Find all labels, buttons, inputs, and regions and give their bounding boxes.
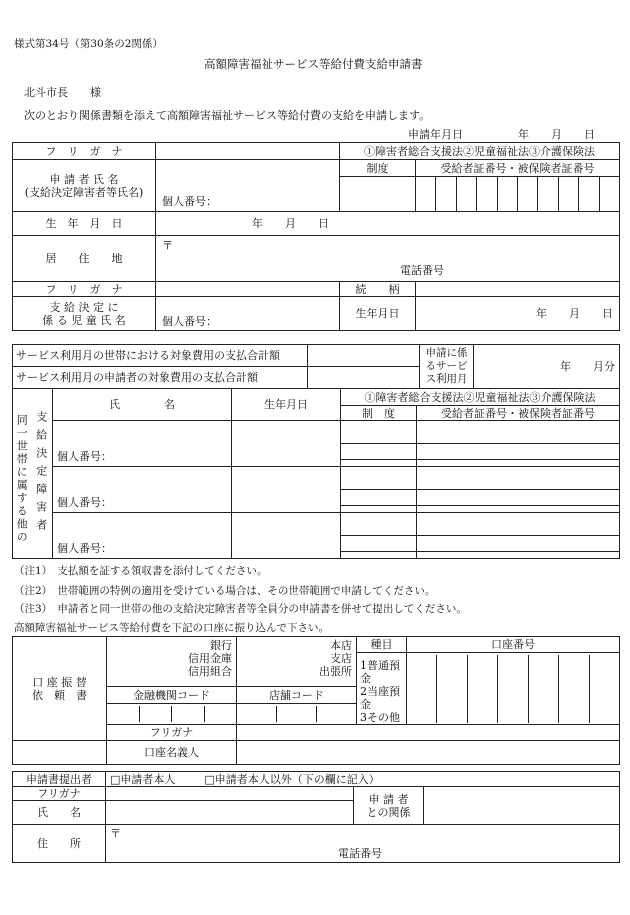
service-month-value: 年 月分	[560, 360, 615, 373]
household-name-header: 氏 名	[53, 389, 232, 421]
holder-furigana-label: フリガナ	[107, 725, 237, 741]
household-law-header: ①障害者総合支援法②児童福祉法③介護保険法	[341, 389, 620, 406]
applicant-cert-label: 受給者証番号・被保険者証番号	[416, 160, 620, 177]
branch-code-label: 店舗コード	[237, 687, 357, 704]
branch-type-2: 支店	[330, 652, 352, 665]
submitter-label: 申請書提出者	[13, 772, 106, 787]
applicant-name-sublabel: (支給決定障害者等氏名)	[24, 185, 144, 199]
member-1-seido-field[interactable]	[341, 421, 417, 467]
applicant-seido-field[interactable]	[340, 177, 416, 212]
child-relation-label: 続 柄	[340, 282, 416, 297]
service-month-label-1: 申請に係	[425, 347, 468, 359]
submitter-relation-field[interactable]	[424, 787, 620, 825]
applicant-dob-value: 年 月 日	[252, 217, 329, 230]
applicant-address-field[interactable]	[156, 236, 620, 282]
note-3: （注3） 申請者と同一世帯の他の支給決定障害者等全員分の申請書を併せて提出してください。	[14, 603, 467, 615]
member-3-dob-field[interactable]	[232, 513, 341, 559]
child-name-field[interactable]	[156, 297, 340, 331]
member-2-kojin-label: 個人番号：	[57, 496, 112, 509]
service-month-label-3: ス利用月	[425, 373, 468, 385]
household-side-label-2: 支給決定障害者	[34, 411, 48, 537]
submitter-self-checkbox[interactable]: □申請者本人	[110, 772, 176, 786]
bank-type-3: 信用組合	[188, 665, 232, 678]
holder-furigana-field[interactable]	[237, 725, 620, 741]
submitter-furigana-field[interactable]	[106, 787, 354, 801]
submitter-address-field[interactable]	[106, 825, 620, 863]
applicant-name-label: 申 請 者 氏 名	[49, 172, 119, 186]
applicant-total-field[interactable]	[308, 367, 420, 389]
member-3-name-field[interactable]	[53, 513, 232, 559]
household-cert-header: 受給者証番号・被保険者証番号	[417, 406, 620, 421]
submitter-other-checkbox[interactable]: □申請者本人以外（下の欄に記入）	[204, 772, 380, 786]
member-2-dob-field[interactable]	[232, 467, 341, 513]
bank-label-1: 口 座 振 替	[32, 675, 87, 689]
applicant-law-header: ①障害者総合支援法②児童福祉法③介護保険法	[340, 143, 620, 160]
service-month-field[interactable]	[474, 345, 620, 389]
applicant-total-label: サービス利用月の申請者の対象費用の支払合計額	[13, 367, 308, 389]
applicant-cert-field[interactable]	[416, 177, 620, 212]
member-2-cert-field[interactable]	[417, 467, 620, 513]
member-1-kojin-label: 個人番号：	[57, 450, 112, 463]
household-total-label: サービス利用月の世帯における対象費用の支払合計額	[13, 345, 308, 367]
child-furigana-field[interactable]	[156, 282, 340, 297]
member-1-dob-field[interactable]	[232, 421, 341, 467]
note-1: （注1） 支払額を証する領収書を添付してください。	[14, 565, 268, 577]
household-dob-header: 生年月日	[232, 389, 341, 421]
branch-name-field[interactable]	[237, 637, 357, 687]
account-kind-2: 2当座預金	[360, 685, 400, 711]
applicant-seido-label: 制度	[340, 160, 416, 177]
service-month-label-2: るサービ	[425, 360, 468, 372]
applicant-kojin-label: 個人番号：	[162, 195, 217, 208]
submitter-name-field[interactable]	[106, 801, 354, 825]
applicant-furigana-label: フ リ ガ ナ	[13, 143, 156, 160]
applicant-dob-field[interactable]	[156, 212, 620, 236]
note-2: （注2） 世帯範囲の特例の適用を受けている場合は、その世帯範囲で申請してください。	[14, 585, 436, 597]
child-name-label: 支 給 決 定 に	[49, 300, 119, 314]
household-seido-header: 制 度	[341, 406, 417, 421]
member-3-seido-field[interactable]	[341, 513, 417, 559]
submitter-relation-label-1: 申 請 者	[368, 792, 409, 806]
child-furigana-label: フ リ ガ ナ	[13, 282, 156, 297]
submitter-relation-label-2: との関係	[366, 805, 411, 819]
applicant-address-label: 居 住 地	[13, 236, 156, 282]
application-date: 申請年月日 年 月 日	[408, 128, 595, 141]
child-relation-field[interactable]	[416, 282, 620, 297]
applicant-furigana-field[interactable]	[156, 143, 340, 160]
submitter-furigana-label: フリガナ	[13, 787, 106, 801]
applicant-phone-label: 電話番号	[400, 264, 444, 277]
bank-label-2: 依 頼 書	[32, 688, 87, 702]
holder-name-label: 口座名義人	[107, 741, 237, 765]
account-kind-label: 種目	[357, 637, 407, 653]
bank-type-2: 信用金庫	[188, 652, 232, 665]
submitter-address-label: 住 所	[13, 825, 106, 863]
child-dob-label: 生年月日	[340, 297, 416, 331]
household-total-field[interactable]	[308, 345, 420, 367]
member-2-name-field[interactable]	[53, 467, 232, 513]
account-number-label: 口座番号	[407, 637, 620, 653]
applicant-name-field[interactable]	[156, 160, 340, 212]
child-kojin-label: 個人番号：	[162, 315, 217, 328]
form-number: 様式第34号（第30条の2関係）	[14, 38, 163, 50]
member-1-cert-field[interactable]	[417, 421, 620, 467]
member-3-kojin-label: 個人番号：	[57, 542, 112, 555]
account-kind-field[interactable]	[357, 653, 407, 725]
submitter-name-label: 氏 名	[13, 801, 106, 825]
account-kind-3: 3その他	[360, 711, 400, 724]
member-1-name-field[interactable]	[53, 421, 232, 467]
intro-text: 次のとおり関係書類を添えて高額障害福祉サービス等給付費の支給を申請します。	[24, 109, 431, 122]
bank-intro: 高額障害福祉サービス等給付費を下記の口座に振り込んで下さい。	[14, 622, 329, 634]
addressee: 北斗市長 様	[24, 86, 101, 99]
bank-type-1: 銀行	[210, 639, 232, 652]
branch-code-field[interactable]	[237, 704, 357, 725]
household-side-label: 同一世帯に属する他の	[15, 414, 29, 544]
branch-type-1: 本店	[330, 639, 352, 652]
account-kind-1: 1普通預金	[360, 659, 400, 685]
child-dob-field[interactable]	[416, 297, 620, 331]
account-number-field[interactable]	[407, 653, 620, 725]
submitter-phone-label: 電話番号	[338, 847, 382, 860]
bank-name-field[interactable]	[107, 637, 237, 687]
holder-name-field[interactable]	[237, 741, 620, 765]
page-title: 高額障害福祉サービス等給付費支給申請書	[204, 57, 423, 71]
applicant-dob-label: 生 年 月 日	[13, 212, 156, 236]
applicant-postal-mark: 〒	[162, 239, 173, 252]
bank-code-field[interactable]	[107, 704, 237, 725]
branch-type-3: 出張所	[319, 665, 352, 678]
member-2-seido-field[interactable]	[341, 467, 417, 513]
child-dob-value: 年 月 日	[536, 307, 613, 320]
member-3-cert-field[interactable]	[417, 513, 620, 559]
bank-code-label: 金融機関コード	[107, 687, 237, 704]
submitter-postal-mark: 〒	[110, 827, 121, 840]
child-name-sublabel: 係 る 児 童 氏 名	[42, 313, 126, 327]
